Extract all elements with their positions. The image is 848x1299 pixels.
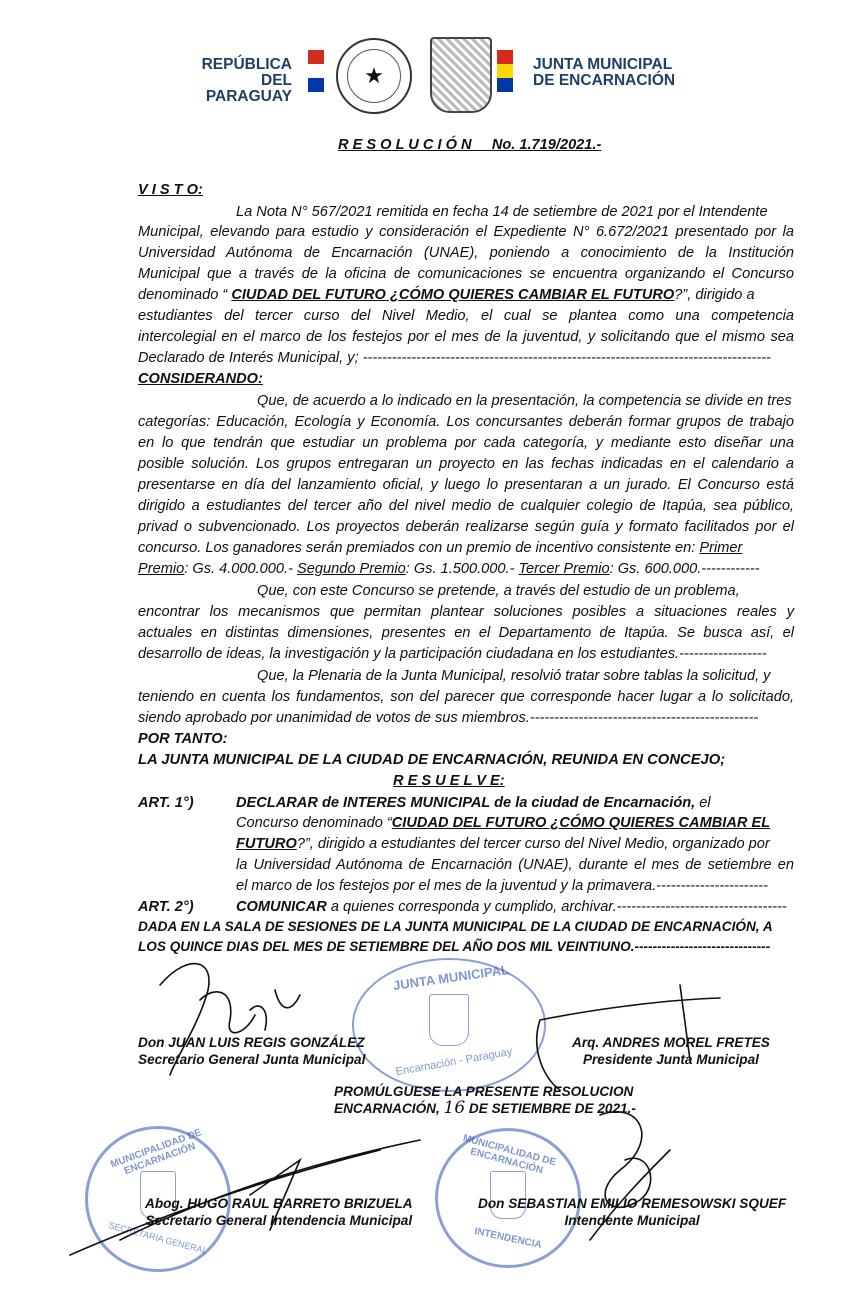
art1-line: Concurso denominado “CIUDAD DEL FUTURO ¿CÓMO QUIERES CAMBIAR EL bbox=[236, 815, 771, 831]
visto-heading: V I S T O: bbox=[138, 182, 203, 198]
signature-2-scribble bbox=[537, 985, 720, 1090]
considerando-line: posible solución. Los grupos entregaran un proyecto en las fechas indicadas en el calendario a bbox=[138, 456, 794, 472]
considerando-line-prizes: concurso. Los ganadores serán premiados con un premio de incentivo consistente en: Primer bbox=[138, 540, 743, 556]
sig2-name: Arq. ANDRES MOREL FRETES bbox=[572, 1035, 770, 1050]
visto-line: Universidad Autónoma de Encarnación (UNAE), poniendo a conocimiento de la Institución bbox=[138, 245, 794, 261]
art2-line: COMUNICAR a quienes corresponda y cumplido, archivar.----------------------------------- bbox=[236, 899, 787, 915]
signature-4-scribble bbox=[590, 1112, 670, 1240]
considerando-line: dirigido a estudiantes del tercer año del nivel medio de cualquier colegio de Itapúa, sea público, bbox=[138, 498, 794, 514]
junta-resolution-line: LA JUNTA MUNICIPAL DE LA CIUDAD DE ENCARNACIÓN, REUNIDA EN CONCEJO; bbox=[138, 752, 726, 768]
sig1-role: Secretario General Junta Municipal bbox=[138, 1052, 366, 1067]
considerando-line: desarrollo de ideas, la investigación y la participación ciudadana en los estudiantes.------------------ bbox=[138, 646, 767, 662]
considerando-heading: CONSIDERANDO: bbox=[138, 371, 263, 387]
visto-line: Declarado de Interés Municipal, y; ------------------------------------------------------------------------------------ bbox=[138, 350, 771, 366]
promulguese-line-2: ENCARNACIÓN, 16 DE SETIEMBRE DE 2021.- bbox=[334, 1098, 636, 1118]
art1-line: el marco de los festejos por el mes de la juventud y la primavera.----------------------- bbox=[236, 878, 768, 894]
sig4-role: Intendente Municipal bbox=[564, 1213, 700, 1228]
sig4-name: Don SEBASTIAN EMILIO REMESOWSKI SQUEF bbox=[478, 1196, 787, 1211]
resolution-number: No. 1.719/2021.- bbox=[491, 137, 602, 153]
sig3-role: Secretario General Intendencia Municipal bbox=[145, 1213, 413, 1228]
junta-municipal-stamp: JUNTA MUNICIPAL Encarnación - Paraguay bbox=[352, 958, 546, 1092]
resolution-label: R E S O L U C I Ó N bbox=[338, 137, 472, 153]
secretaria-general-stamp: MUNICIPALIDAD DE ENCARNACIÓN SECRETARIA GENERAL bbox=[85, 1126, 231, 1272]
considerando-line-prize-values: Premio: Gs. 4.000.000.- Segundo Premio: Gs. 1.500.000.- Tercer Premio: Gs. 600.000.------------ bbox=[138, 561, 760, 577]
art1-label: ART. 1°) bbox=[138, 795, 194, 811]
considerando-line: actuales en distintas dimensiones, presentes en el Departamento de Itapúa. Se busca así, el bbox=[138, 625, 794, 641]
dada-line-1: DADA EN LA SALA DE SESIONES DE LA JUNTA MUNICIPAL DE LA CIUDAD DE ENCARNACIÓN, A bbox=[138, 919, 773, 934]
considerando-line: teniendo en cuenta los fundamentos, son del parecer que corresponde hacer lugar a lo solicitado, bbox=[138, 689, 794, 705]
considerando-line: Que, con este Concurso se pretende, a través del estudio de un problema, bbox=[257, 583, 740, 599]
considerando-line: encontrar los mecanismos que permitan plantear soluciones posibles a situaciones reales y bbox=[138, 604, 794, 620]
national-seal-icon: ★ bbox=[336, 38, 412, 114]
visto-line-concurso: denominado “ CIUDAD DEL FUTURO ¿CÓMO QUIERES CAMBIAR EL FUTURO?”, dirigido a bbox=[138, 287, 755, 303]
promulguese-line-1: PROMÚLGUESE LA PRESENTE RESOLUCION bbox=[334, 1084, 634, 1099]
visto-line: estudiantes del tercer curso del Nivel Medio, el cual se plantea como una competencia bbox=[138, 308, 794, 324]
considerando-line: presentarse en día del lanzamiento oficial, y luego lo presentaran a un jurado. El Concurso está bbox=[138, 477, 794, 493]
republica-line-1: REPÚBLICA DEL bbox=[201, 56, 292, 89]
art1-line: FUTURO?”, dirigido a estudiantes del tercer curso del Nivel Medio, organizado por bbox=[236, 836, 770, 852]
considerando-line: privad o subvencionado. Los proyectos deberán realizarse según guía y formato facilitados por el bbox=[138, 519, 794, 535]
visto-line: Municipal, elevando para estudio y consideración el Expediente N° 6.672/2021 presentado por la bbox=[138, 224, 794, 240]
visto-line: La Nota N° 567/2021 remitida en fecha 14 de setiembre de 2021 por el Intendente bbox=[236, 204, 768, 220]
handwritten-day: 16 bbox=[443, 1098, 466, 1118]
sig1-name: Don JUAN LUIS REGIS GONZÁLEZ bbox=[138, 1035, 365, 1050]
junta-line-2: DE ENCARNACIÓN bbox=[533, 72, 676, 89]
signature-3-scribble bbox=[70, 1140, 420, 1255]
intendencia-stamp: MUNICIPALIDAD DE ENCARNACIÓN INTENDENCIA bbox=[435, 1128, 581, 1268]
dada-line-2: LOS QUINCE DIAS DEL MES DE SETIEMBRE DEL AÑO DOS MIL VEINTIUNO.------------------------------ bbox=[138, 939, 771, 954]
visto-line: intercolegial en el marco de los festejos por el mes de la juventud, y solicitando que el mismo sea bbox=[138, 329, 794, 345]
visto-line: Municipal que a través de la oficina de comunicaciones se encuentra organizando el Concurso bbox=[138, 266, 794, 282]
sig2-role: Presidente Junta Municipal bbox=[582, 1052, 759, 1067]
resuelve-heading: R E S U E L V E: bbox=[393, 773, 505, 789]
concurso-name: CIUDAD DEL FUTURO ¿CÓMO QUIERES CAMBIAR EL FUTURO bbox=[231, 287, 675, 303]
art1-line: la Universidad Autónoma de Encarnación (UNAE), durante el mes de setiembre en bbox=[236, 857, 794, 873]
considerando-line: en lo que tendrán que estudiar un problema por cada categoría, y mediante esto diseñar una bbox=[138, 435, 794, 451]
junta-line-1: JUNTA MUNICIPAL bbox=[533, 56, 673, 73]
signature-1-scribble bbox=[160, 964, 300, 1075]
republica-line-2: PARAGUAY bbox=[205, 88, 292, 105]
art2-label: ART. 2°) bbox=[138, 899, 194, 915]
art1-line: DECLARAR de INTERES MUNICIPAL de la ciudad de Encarnación, el bbox=[236, 795, 711, 811]
considerando-line: Que, de acuerdo a lo indicado en la presentación, la competencia se divide en tres bbox=[257, 393, 792, 409]
considerando-line: categorías: Educación, Ecología y Economía. Los concursantes deberán formar grupos de trabajo bbox=[138, 414, 794, 430]
considerando-line: Que, la Plenaria de la Junta Municipal, resolvió tratar sobre tablas la solicitud, y bbox=[257, 668, 771, 684]
sig3-name: Abog. HUGO RAUL BARRETO BRIZUELA bbox=[145, 1196, 413, 1211]
por-tanto-heading: POR TANTO: bbox=[138, 731, 228, 747]
considerando-line: siendo aprobado por unanimidad de votos de sus miembros.----------------------------------------------- bbox=[138, 710, 759, 726]
